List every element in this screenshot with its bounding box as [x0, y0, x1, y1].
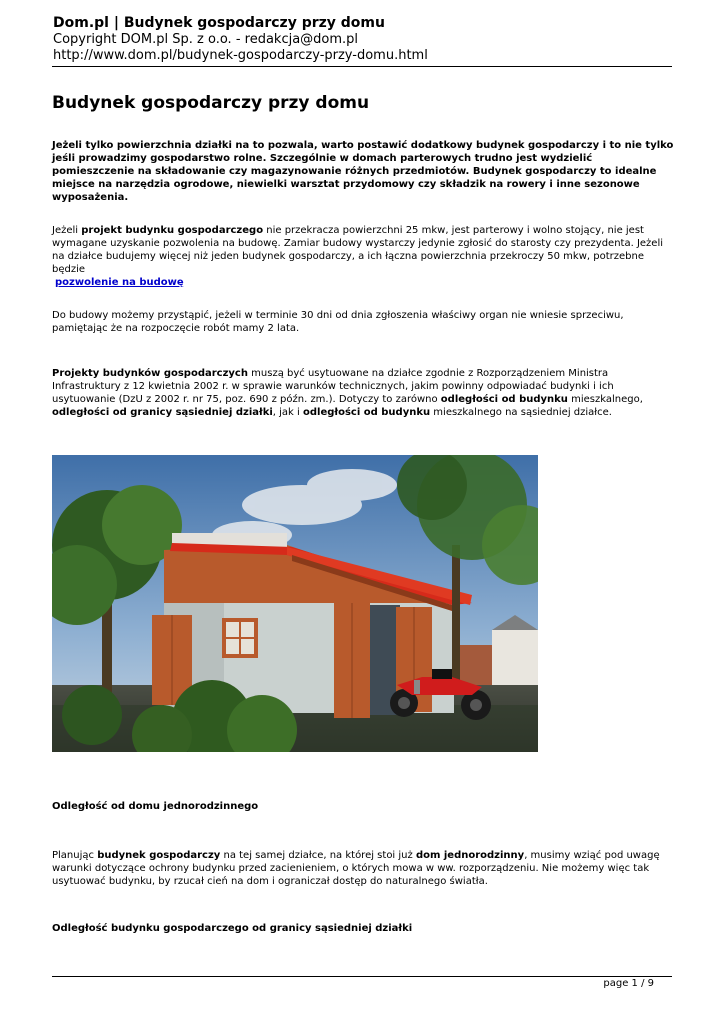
bold-text: odległości od budynku [440, 394, 568, 405]
copyright-line: Copyright DOM.pl Sp. z o.o. - redakcja@dom.pl [53, 32, 359, 47]
site-title: Dom.pl | Budynek gospodarczy przy domu [53, 15, 385, 31]
text: na tej samej działce, na której stoi już [220, 850, 416, 861]
page-title: Budynek gospodarczy przy domu [52, 93, 370, 113]
building-permit-link[interactable]: pozwolenie na budowę [55, 277, 184, 288]
paragraph-permit [52, 224, 674, 289]
document-header [53, 14, 672, 64]
paragraph-start: Do budowy możemy przystąpić, jeżeli w terminie 30 dni od dnia zgłoszenia właściwy organ nie wniesie sprzeciwu, pamiętając że na rozpoczęcie robót mamy 2 lata. [52, 310, 624, 334]
bold-text: dom jednorodzinny [415, 850, 525, 861]
outbuilding-illustration [52, 455, 538, 752]
text: , jak i [272, 407, 303, 418]
bold-text: odległości od granicy sąsiedniej działki [52, 407, 273, 418]
header-divider [52, 66, 672, 67]
footer-divider [52, 976, 672, 977]
text: nie przekracza powierzchni 25 mkw, jest parterowy i wolno stojący, nie jest wymagane uzyskanie pozwolenia na budowę. Zamiar budowy wystarczy jedynie zgłosić do starosty czy prezydenta. Jeżeli na działce budujemy więcej niż jeden budynek gospodarczy, a ich łączna powierzchnia przekroczy 50 mkw, potrzebne będzie [52, 225, 664, 275]
page-number: page 1 / 9 [603, 978, 654, 989]
text: mieszkalnego na sąsiedniej działce. [430, 407, 612, 418]
lead-paragraph: Jeżeli tylko powierzchnia działki na to pozwala, warto postawić dodatkowy budynek gospodarczy i to nie tylko jeśli prowadzimy gospodarstwo rolne. Szczególnie w domach parterowych trudno jest wydzielić pomieszczenie na składowanie czy magazynowanie różnych przedmiotów. Budynek gospodarczy to idealne miejsce na narzędzia ogrodowe, niewielki warsztat przydomowy czy składzik na rowery i inne sezonowe wyposażenia. [52, 140, 674, 203]
paragraph-shading [52, 849, 674, 888]
text: Planując [52, 850, 98, 861]
source-url: http://www.dom.pl/budynek-gospodarczy-przy-domu.html [53, 48, 428, 63]
bold-text: budynek gospodarczy [97, 850, 221, 861]
text: muszą być usytuowane na działce zgodnie z Rozporządzeniem Ministra Infrastruktury z 12 kwietnia 2002 r. w sprawie warunków technicznych, jakim powinny odpowiadać budynki i ich usytuowanie (DzU z 2002 r. nr 75, poz. 690 z późn. zm.). Dotyczy to zarówno [52, 368, 614, 405]
text: mieszkalnego, [567, 394, 643, 405]
bold-text: projekt budynku gospodarczego [81, 225, 264, 236]
paragraph-regulations [52, 367, 674, 419]
text: Jeżeli [52, 225, 82, 236]
bold-text: Projekty budynków gospodarczych [52, 368, 248, 379]
section-heading: Odległość budynku gospodarczego od granicy sąsiedniej działki [52, 923, 413, 934]
text: , musimy wziąć pod uwagę warunki dotyczące ochrony budynku przed zacienieniem, o których mowa w ww. rozporządzeniu. Nie możemy więc tak usytuować budynku, by rzucał cień na dom i ograniczał dostęp do naturalnego światła. [52, 850, 660, 887]
section-heading: Odległość od domu jednorodzinnego [52, 801, 259, 812]
bold-text: odległości od budynku [303, 407, 431, 418]
